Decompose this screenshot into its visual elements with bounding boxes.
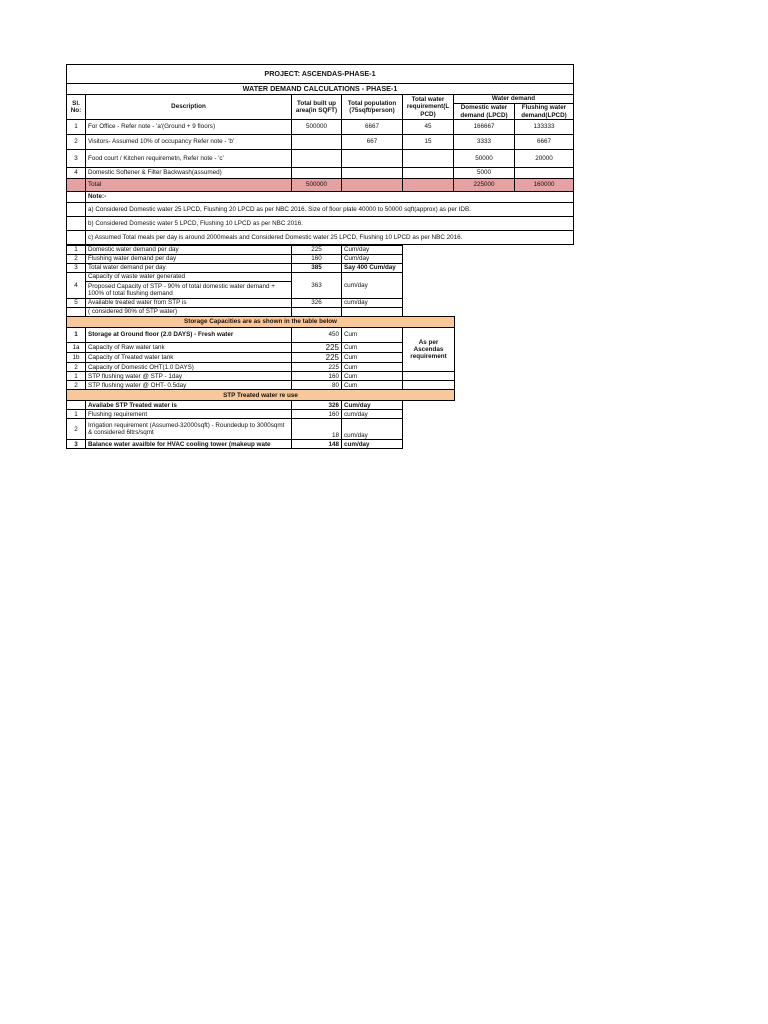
row-unit: Cum bbox=[342, 353, 403, 363]
table-row bbox=[67, 410, 455, 419]
row-description: Food court / Kitchen requiremetn, Refer note - 'c' bbox=[86, 150, 292, 168]
row-value: 326 bbox=[292, 401, 342, 410]
row-unit: cum/day bbox=[342, 440, 403, 449]
row-sl: 4 bbox=[67, 168, 86, 179]
row-area bbox=[292, 150, 342, 168]
row-description: Availabe STP Treated water is bbox=[86, 401, 292, 410]
row-description: Storage at Ground floor (2.0 DAYS) - Fresh water bbox=[86, 328, 292, 343]
total-area: 500000 bbox=[292, 179, 342, 192]
row-sl: 2 bbox=[67, 363, 86, 372]
stp-capacity-value: 363 bbox=[292, 273, 342, 299]
row-population: 667 bbox=[342, 135, 403, 150]
row-lpcd bbox=[403, 150, 454, 168]
row-lpcd bbox=[403, 168, 454, 179]
row-sl: 2 bbox=[67, 381, 86, 390]
note-c: c) Assumed Total meals per day is around 2000meals and Considered Domestic water 25 LPCD, Flushing 10 LPCD as per NBC 2016. bbox=[86, 231, 574, 245]
notes-heading: Note:- bbox=[86, 192, 574, 203]
row-unit: cum/day bbox=[342, 410, 403, 419]
table-row bbox=[67, 363, 455, 372]
row-value: 148 bbox=[292, 440, 342, 449]
table-row bbox=[67, 246, 455, 255]
row-value: 225 bbox=[292, 246, 342, 255]
header-description: Description bbox=[86, 95, 292, 120]
row-description: Capacity of Domestic OHT(1.0 DAYS) bbox=[86, 363, 292, 372]
row-population: 6667 bbox=[342, 120, 403, 135]
header-population: Total population (75sqft/person) bbox=[342, 95, 403, 120]
table-row bbox=[67, 168, 574, 179]
table-row bbox=[67, 120, 574, 135]
row-value: 385 bbox=[292, 264, 342, 273]
row-sl bbox=[67, 401, 86, 410]
row-description: STP flushing water @ STP - 1day bbox=[86, 372, 292, 381]
row-value: 225 bbox=[292, 343, 342, 353]
row-unit: Cum bbox=[342, 328, 403, 343]
row-sl: 1 bbox=[67, 120, 86, 135]
table-row bbox=[67, 273, 455, 282]
row-domestic: 5000 bbox=[454, 168, 515, 179]
row-description: Visitors- Assumed 10% of occupancy Refer note - 'b' bbox=[86, 135, 292, 150]
table-row bbox=[67, 353, 455, 363]
total-flushing: 160000 bbox=[515, 179, 574, 192]
reuse-section-header: STP Treated water re use bbox=[67, 390, 455, 401]
header-total-water: Total water requirement(L PCD) bbox=[403, 95, 454, 120]
note-a: a) Considered Domestic water 25 LPCD, Flushing 20 LPCD as per NBC 2016. Size of floor plate 40000 to 50000 sqft(approx) as per IDB. bbox=[86, 203, 574, 217]
spreadsheet bbox=[66, 64, 574, 449]
row-sl: 1b bbox=[67, 353, 86, 363]
table-row bbox=[67, 401, 455, 410]
row-flushing bbox=[515, 168, 574, 179]
total-domestic: 225000 bbox=[454, 179, 515, 192]
row-description: Flushing requirement bbox=[86, 410, 292, 419]
row-lpcd: 15 bbox=[403, 135, 454, 150]
row-value: 18 bbox=[292, 419, 342, 440]
project-title: PROJECT: ASCENDAS-PHASE-1 bbox=[67, 65, 574, 84]
stp-waste-water-label: Capacity of waste water generated bbox=[86, 273, 292, 282]
row-area: 500000 bbox=[292, 120, 342, 135]
row-sl: 1 bbox=[67, 372, 86, 381]
total-row bbox=[67, 179, 574, 192]
header-sl-no: Sl. No: bbox=[67, 95, 86, 120]
row-unit: Cum bbox=[342, 381, 403, 390]
row-flushing: 133333 bbox=[515, 120, 574, 135]
row-unit: Cum bbox=[342, 372, 403, 381]
row-sl: 5 bbox=[67, 299, 86, 308]
row-sl: 1 bbox=[67, 410, 86, 419]
treated-water-label: Available treated water from STP is bbox=[86, 299, 292, 308]
total-label: Total bbox=[86, 179, 292, 192]
row-unit: Cum bbox=[342, 343, 403, 353]
row-description: Domestic water demand per day bbox=[86, 246, 292, 255]
row-unit: Cum/day bbox=[342, 255, 403, 264]
treated-water-unit: cum/day bbox=[342, 299, 403, 308]
row-unit: Cum bbox=[342, 363, 403, 372]
row-sl: 2 bbox=[67, 419, 86, 440]
row-unit: Cum/day bbox=[342, 401, 403, 410]
water-demand-table bbox=[66, 64, 574, 245]
table-row bbox=[67, 372, 455, 381]
table-row bbox=[67, 150, 574, 168]
row-description: Domestic Softener & Filter Backwash(assumed) bbox=[86, 168, 292, 179]
row-description: Capacity of Raw water tank bbox=[86, 343, 292, 353]
row-description: Total water demand per day bbox=[86, 264, 292, 273]
row-sl: 1 bbox=[67, 328, 86, 343]
row-value: 225 bbox=[292, 353, 342, 363]
stp-capacity-unit: cum/day bbox=[342, 273, 403, 299]
row-population bbox=[342, 150, 403, 168]
row-value: 225 bbox=[292, 363, 342, 372]
row-domestic: 166667 bbox=[454, 120, 515, 135]
row-unit: Say 400 Cum/day bbox=[342, 264, 403, 273]
storage-note: As per Ascendas requirement bbox=[403, 328, 455, 372]
storage-table bbox=[66, 245, 455, 449]
row-domestic: 3333 bbox=[454, 135, 515, 150]
row-description: For Office - Refer note - 'a'(Ground + 9 floors) bbox=[86, 120, 292, 135]
table-row bbox=[67, 381, 455, 390]
row-unit: cum/day bbox=[342, 419, 403, 440]
treated-water-value: 326 bbox=[292, 299, 342, 308]
row-value: 160 bbox=[292, 410, 342, 419]
note-b: b) Considered Domestic water 5 LPCD, Flushing 10 LPCD as per NBC 2016. bbox=[86, 217, 574, 231]
treated-water-note: ( considered 90% of STP water) bbox=[86, 308, 292, 317]
row-description: Flushing water demand per day bbox=[86, 255, 292, 264]
table-row bbox=[67, 440, 455, 449]
table-row bbox=[67, 264, 455, 273]
row-sl: 2 bbox=[67, 135, 86, 150]
row-flushing: 20000 bbox=[515, 150, 574, 168]
row-sl: 4 bbox=[67, 273, 86, 299]
row-description: Capacity of Treated water tank bbox=[86, 353, 292, 363]
row-sl: 1 bbox=[67, 246, 86, 255]
row-sl: 3 bbox=[67, 440, 86, 449]
table-row bbox=[67, 419, 455, 440]
row-domestic: 50000 bbox=[454, 150, 515, 168]
table-row bbox=[67, 328, 455, 343]
row-sl: 2 bbox=[67, 255, 86, 264]
header-domestic: Domestic water demand (LPCD) bbox=[454, 104, 515, 120]
row-description: Irrigation requirement (Assumed-32000sqft) - Roundedup to 3000sqmt & considered 6ltrs/sqmt bbox=[86, 419, 292, 440]
row-flushing: 6667 bbox=[515, 135, 574, 150]
row-lpcd: 45 bbox=[403, 120, 454, 135]
row-value: 160 bbox=[292, 255, 342, 264]
table-row bbox=[67, 135, 574, 150]
row-value: 80 bbox=[292, 381, 342, 390]
table-row bbox=[67, 343, 455, 353]
row-area bbox=[292, 168, 342, 179]
storage-section-header: Storage Capacities are as shown in the table below bbox=[67, 317, 455, 328]
row-description: STP flushing water @ OHT- 0.5day bbox=[86, 381, 292, 390]
stp-capacity-label: Proposed Capacity of STP - 90% of total domestic water demand + 100% of total flushing demand bbox=[86, 282, 292, 299]
header-built-up: Total built up area(in SQFT) bbox=[292, 95, 342, 120]
table-row bbox=[67, 299, 455, 308]
row-area bbox=[292, 135, 342, 150]
row-description: Balance water availble for HVAC cooling tower (makeup wate bbox=[86, 440, 292, 449]
row-sl: 3 bbox=[67, 264, 86, 273]
header-water-demand: Water demand bbox=[454, 95, 574, 104]
calc-title: WATER DEMAND CALCULATIONS - PHASE-1 bbox=[67, 84, 574, 95]
row-sl: 3 bbox=[67, 150, 86, 168]
row-population bbox=[342, 168, 403, 179]
row-unit: Cum/day bbox=[342, 246, 403, 255]
row-value: 450 bbox=[292, 328, 342, 343]
row-value: 160 bbox=[292, 372, 342, 381]
row-sl: 1a bbox=[67, 343, 86, 353]
header-flushing: Flushing water demand(LPCD) bbox=[515, 104, 574, 120]
table-row bbox=[67, 255, 455, 264]
